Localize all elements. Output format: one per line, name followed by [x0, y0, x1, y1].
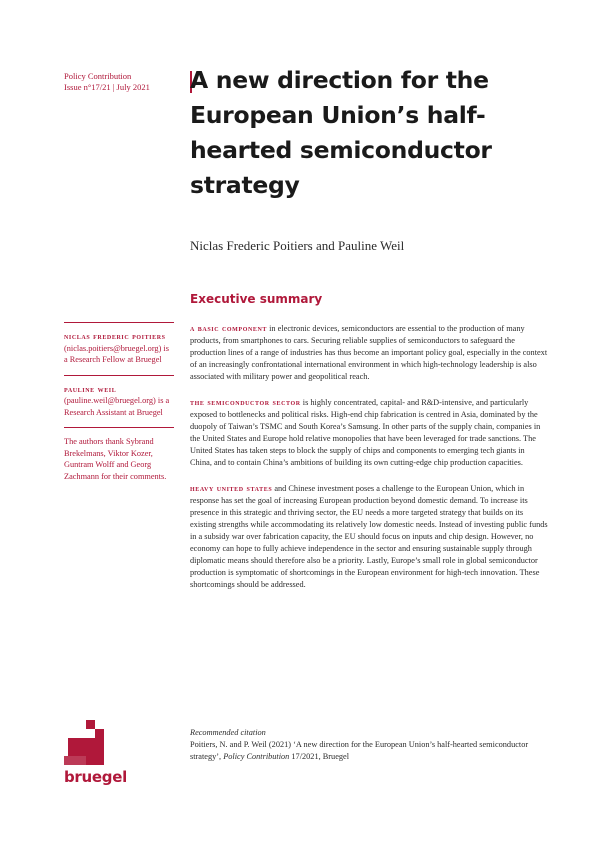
executive-summary-body — [190, 322, 548, 604]
issue-label: Issue n°17/21 | July 2021 — [64, 82, 150, 92]
author-sidebar — [64, 322, 174, 491]
author-bio-1 — [64, 322, 174, 366]
author-bio-text: (niclas.poitiers@bruegel.org) is a Research Fellow at Bruegel — [64, 343, 169, 364]
publication-meta — [64, 71, 184, 93]
author-bio-2 — [64, 375, 174, 419]
paragraph-lead: a basic component — [190, 323, 268, 333]
author-bio-text: (pauline.weil@bruegel.org) is a Research Assistant at Bruegel — [64, 396, 170, 417]
page-title: A new direction for the European Union’s half-hearted semiconductor strategy — [190, 66, 492, 199]
authors-line: Niclas Frederic Poitiers and Pauline Weil — [190, 238, 405, 253]
citation-label: Recommended citation — [190, 728, 266, 737]
bruegel-logo — [64, 720, 134, 792]
section-heading: Executive summary — [190, 292, 323, 306]
paragraph-text: in electronic devices, semiconductors are essential to the production of many products, from smartphones to cars. Securing reliable supplies of semiconductors to safeguard the production lines of a range of industries has thus become an important policy goal, especially in the context of an increasingly confrontational international environment in which high-technology leadership is also associated with military power and geopolitical reach. — [190, 324, 548, 381]
logo-wordmark: bruegel — [64, 768, 127, 786]
summary-paragraph — [190, 396, 548, 469]
recommended-citation — [190, 727, 548, 763]
acknowledgements: The authors thank Sybrand Brekelmans, Viktor Kozer, Guntram Wolff and Georg Zachmann for their comments. — [64, 427, 174, 482]
author-name: niclas frederic poitiers — [64, 331, 166, 341]
summary-paragraph — [190, 322, 548, 383]
author-name: pauline weil — [64, 383, 117, 394]
series-label: Policy Contribution — [64, 71, 132, 81]
paragraph-text: is highly concentrated, capital- and R&D-intensive, and particularly exposed to bottlenecks and political risks. High-end chip fabrication is centred in Asia, dominated by the duopoly of Taiwan’s TSMC and South Korea’s Samsung. In other parts of the supply chain, companies in the United States and Europe hold relative monopolies that have been leveraged for trade sanctions. The United States has taken steps to block the supply of chips and components to emerging tech giants in China, and to contain China’s ambitions of building its own cutting-edge chip production capacities. — [190, 398, 541, 467]
paragraph-lead: the semiconductor sector — [190, 397, 301, 407]
citation-text: Poitiers, N. and P. Weil (2021) ‘A new direction for the European Union’s half-hearted semiconductor strategy’, Policy Contribution 17/2021, Bruegel — [190, 740, 529, 761]
citation-journal: Policy Contribution — [223, 752, 290, 761]
summary-paragraph — [190, 482, 548, 591]
paragraph-lead: heavy united states — [190, 483, 273, 493]
paragraph-text: and Chinese investment poses a challenge to the European Union, which in response has set the goal of increasing European production beyond domestic demand. To increase its presence in this strategic and thriving sector, the EU needs a more targeted strategy that builds on its existing strengths while accommodating its relatively low domestic needs. Instead of investing public funds in a subsidy war over fabrication capacity, the EU should focus on inputs and chip design. However, no economy can hope to fully achieve independence in the sector and ensuring sustainable supply through diplomatic means should therefore also be a priority. Lastly, Europe’s small role in global semiconductor production is symptomatic of shortcomings in the European environment for high-tech innovation. These shortcomings should be addressed. — [190, 484, 548, 589]
